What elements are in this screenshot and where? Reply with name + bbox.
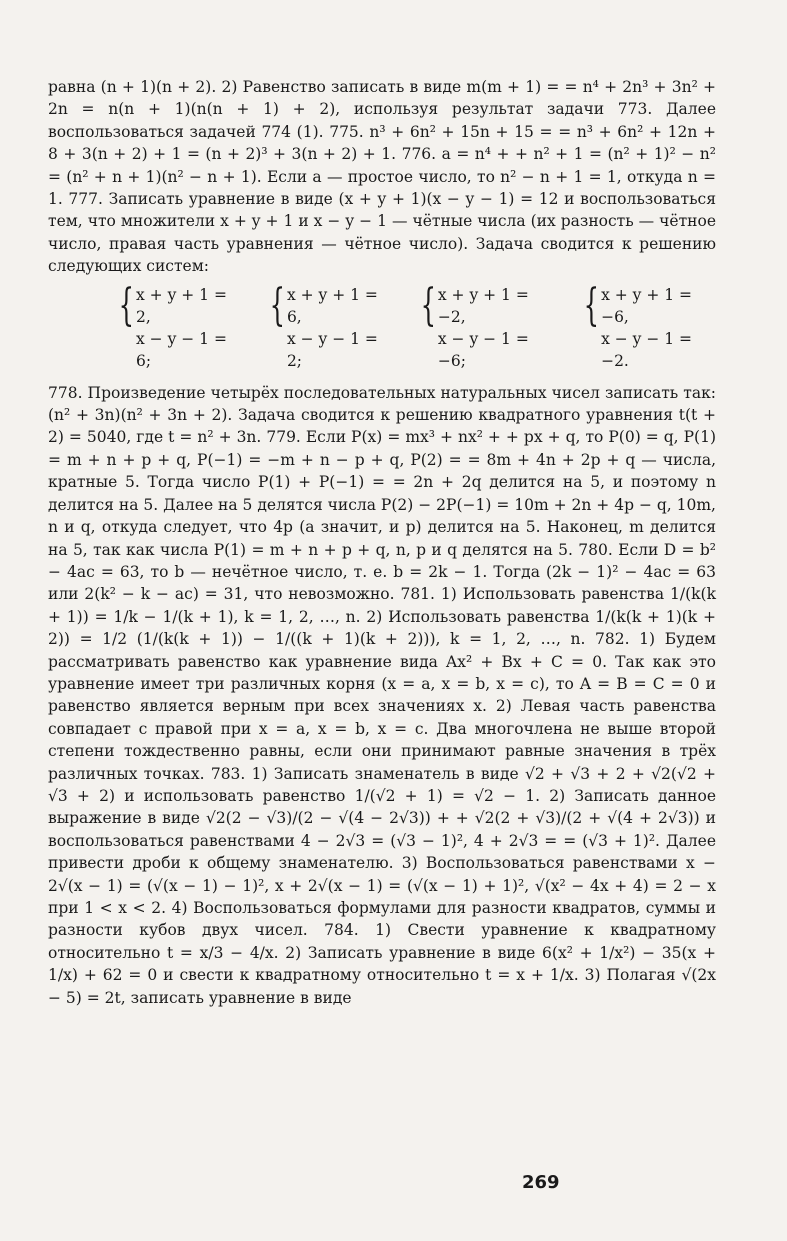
system-1-eq-2: x − y − 1 = 6; bbox=[136, 329, 227, 370]
page-content bbox=[48, 76, 716, 1009]
brace-icon: { bbox=[583, 279, 600, 331]
system-3-eq-1: x + y + 1 = −2, bbox=[437, 285, 529, 326]
paragraph-773-777: равна (n + 1)(n + 2). 2) Равенство записать в виде m(m + 1) = = n⁴ + 2n³ + 3n² + 2n = n(n + 1)(n(n + 1) + 2), используя результат задачи 773. Далее воспользоваться задачей 774 (1). 775. n³ + 6n² + 15n + 15 = = n³ + 6n² + 12n + 8 + 3(n + 2) + 1 = (n + 2)³ + 3(n + 2) + 1. 776. a = n⁴ + + n² + 1 = (n² + 1)² − n² = (n² + n + 1)(n² − n + 1). Если a — простое число, то n² − n + 1 = 1, откуда n = 1. 777. Записать уравнение в виде (x + y + 1)(x − y − 1) = 12 и воспользоваться тем, что множители x + y + 1 и x − y − 1 — чётные числа (их разность — чётное число, правая часть уравнения — чётное число). Задача сводится к решению следующих систем: bbox=[48, 78, 716, 276]
system-4-eq-2: x − y − 1 = −2. bbox=[601, 329, 693, 370]
system-3 bbox=[408, 279, 553, 372]
paragraph-778-784: 778. Произведение четырёх последовательных натуральных чисел записать так: (n² + 3n)(n² + 3n + 2). Задача сводится к решению квадратного уравнения t(t + 2) = 5040, где t = n² + 3n. 779. Если P(x) = mx³ + nx² + + px + q, то P(0) = q, P(1) = m + n + p + q, P(−1) = −m + n − p + q, P(2) = = 8m + 4n + 2p + q — числа, кратные 5. Тогда число P(1) + P(−1) = = 2n + 2q делится на 5, и поэтому n делится на 5. Далее на 5 делятся числа P(2) − 2P(−1) = 10m + 2n + 4p − q, 10m, n и q, откуда следует, что 4p (а значит, и p) делится на 5. Наконец, m делится на 5, так как числа P(1) = m + n + p + q, n, p и q делятся на 5. 780. Если D = b² − 4ac = 63, то b — нечётное число, т. е. b = 2k − 1. Тогда (2k − 1)² − 4ac = 63 или 2(k² − k − ac) = 31, что невозможно. 781. 1) Использовать равенства 1/(k(k + 1)) = 1/k − 1/(k + 1), k = 1, 2, …, n. 2) Использовать равенства 1/(k(k + 1)(k + 2)) = 1/2 (1/(k(k + 1)) − 1/((k + 1)(k + 2))), k = 1, 2, …, n. 782. 1) Будем рассматривать равенство как уравнение вида Ax² + Bx + C = 0. Так как это уравнение имеет три различных корня (x = a, x = b, x = c), то A = B = C = 0 и равенство является верным при всех значениях x. 2) Левая часть равенства совпадает с правой при x = a, x = b, x = c. Два многочлена не выше второй степени тождественно равны, если они принимают равные значения в трёх различных точках. 783. 1) Записать знаменатель в виде √2 + √3 + 2 + √2(√2 + √3 + 2) и использовать равенство 1/(√2 + 1) = √2 − 1. 2) Записать данное выражение в виде √2(2 − √3)/(2 − √(4 − 2√3)) + + √2(2 + √3)/(2 + √(4 + 2√3)) и воспользоваться равенствами 4 − 2√3 = (√3 − 1)², 4 + 2√3 = = (√3 + 1)². Далее привести дроби к общему знаменателю. 3) Воспользоваться равенствами x − 2√(x − 1) = (√(x − 1) − 1)², x + 2√(x − 1) = (√(x − 1) + 1)², √(x² − 4x + 4) = 2 − x при 1 < x < 2. 4) Воспользоваться формулами для разности квадратов, суммы и разности кубов двух чисел. 784. 1) Свести уравнение к квадратному относительно t = x/3 − 4/x. 2) Записать уравнение в виде 6(x² + 1/x²) − 35(x + 1/x) + 62 = 0 и свести к квадратному относительно t = x + 1/x. 3) Полагая √(2x − 5) = 2t, записать уравнение в виде bbox=[48, 383, 716, 1007]
system-4 bbox=[571, 279, 716, 372]
brace-icon: { bbox=[118, 279, 134, 331]
system-3-eq-2: x − y − 1 = −6; bbox=[437, 329, 529, 370]
brace-icon: { bbox=[269, 279, 285, 331]
brace-icon: { bbox=[420, 279, 436, 331]
system-2-eq-2: x − y − 1 = 2; bbox=[286, 329, 378, 370]
system-2-eq-1: x + y + 1 = 6, bbox=[286, 285, 378, 326]
system-4-eq-1: x + y + 1 = −6, bbox=[601, 285, 693, 326]
system-1 bbox=[106, 279, 239, 372]
equation-systems bbox=[106, 279, 716, 372]
system-2 bbox=[257, 279, 390, 372]
system-1-eq-1: x + y + 1 = 2, bbox=[136, 285, 227, 326]
page-number: 269 bbox=[522, 1172, 560, 1193]
